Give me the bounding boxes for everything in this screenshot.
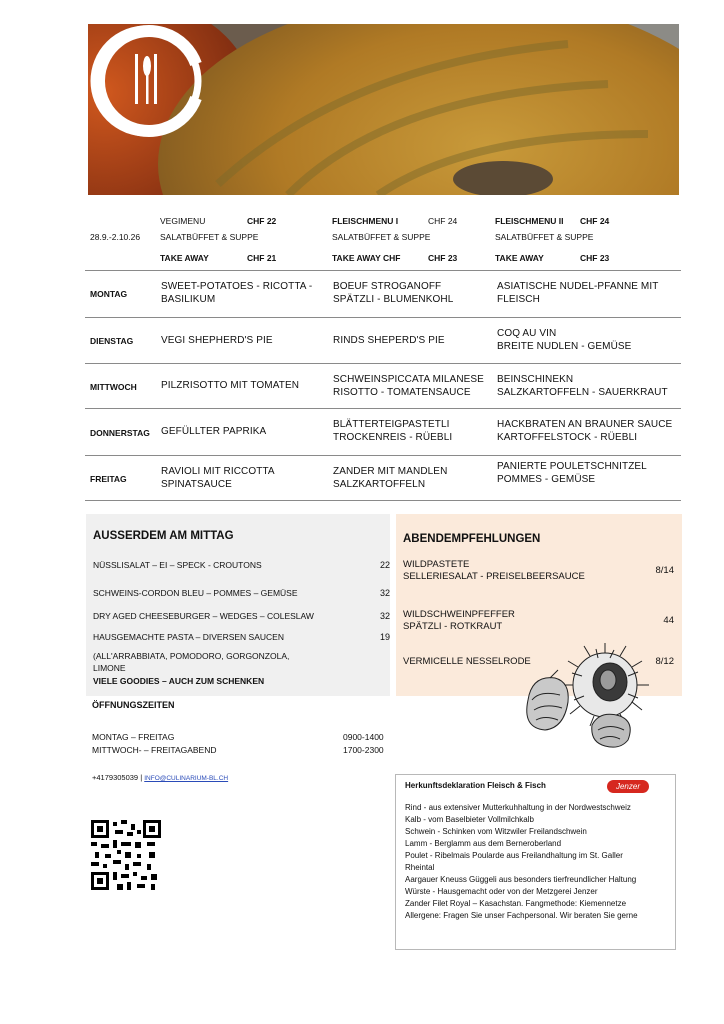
extra-item: DRY AGED CHEESEBURGER – WEDGES – COLESLAW 32 [93, 611, 390, 621]
origin-line: Allergene: Fragen Sie unser Fachpersonal. Wir beraten Sie gerne [405, 911, 638, 920]
hours-days: MONTAG – FREITAG [92, 732, 175, 742]
menu-col-price: CHF 22 [247, 216, 277, 226]
divider [85, 270, 681, 271]
evening-price: 8/12 [655, 656, 674, 667]
menu-col-sub: SALATBÜFFET & SUPPE [495, 232, 594, 242]
origin-line: Rheintal [405, 863, 435, 872]
extra-goodies: VIELE GOODIES – AUCH ZUM SCHENKEN [93, 676, 265, 686]
header-image [88, 24, 679, 195]
dish-fleisch2: ASIATISCHE NUDEL-PFANNE MIT FLEISCH [497, 281, 659, 305]
chestnut-icon [592, 714, 630, 747]
pumpkin-photo [88, 24, 679, 195]
qr-code[interactable] [91, 820, 161, 890]
evening-item: WILDSCHWEINPFEFFER SPÄTZLI - ROTKRAUT [403, 609, 515, 632]
date-range: 28.9.-2.10.26 [90, 232, 141, 242]
jenzer-logo: Jenzer [607, 780, 649, 793]
dish-fleisch1: SCHWEINSPICCATA MILANESE RISOTTO - TOMATENSAUCE [333, 374, 484, 398]
menu-col-name: FLEISCHMENU I [332, 216, 399, 226]
menu-col-price: CHF 24 [580, 216, 610, 226]
menu-col-takeaway: TAKE AWAY [160, 253, 209, 263]
evening-title: ABENDEMPFEHLUNGEN [403, 533, 541, 545]
separator: | [140, 773, 143, 782]
evening-price: 8/14 [655, 565, 674, 576]
day-label: DONNERSTAG [90, 428, 150, 438]
hours-time: 0900-1400 [343, 732, 384, 742]
menu-col-takeaway: TAKE AWAY CHF [332, 253, 401, 263]
divider [85, 500, 681, 501]
extra-sauces: (ALL'ARRABBIATA, POMODORO, GORGONZOLA, LIMONE [93, 651, 290, 673]
dish-vegi: RAVIOLI MIT RICCOTTA SPINATSAUCE [161, 466, 275, 490]
origin-line: Poulet - Ribelmais Poularde aus Freilandhaltung im St. Galler [405, 851, 623, 860]
dish-vegi: PILZRISOTTO MIT TOMATEN [161, 380, 300, 391]
dish-fleisch1: ZANDER MIT MANDLEN SALZKARTOFFELN [333, 466, 448, 490]
chestnut-burr-icon [562, 643, 649, 726]
phone-number: +4179305039 [92, 773, 139, 782]
dish-vegi: VEGI SHEPHERD'S PIE [161, 335, 273, 346]
dish-fleisch1: BLÄTTERTEIGPASTETLI TROCKENREIS - RÜEBLI [333, 419, 453, 443]
extra-item: HAUSGEMACHTE PASTA – DIVERSEN SAUCEN 19 [93, 632, 390, 642]
menu-col-takeaway: TAKE AWAY [495, 253, 544, 263]
chestnut-icon [527, 670, 568, 730]
dish-vegi: GEFÜLLTER PAPRIKA [161, 426, 267, 437]
day-label: DIENSTAG [90, 336, 134, 346]
evening-price: 44 [663, 615, 674, 626]
origin-title: Herkunftsdeklaration Fleisch & Fisch [405, 781, 546, 790]
divider [85, 408, 681, 409]
menu-col-takeaway-price: CHF 23 [580, 253, 610, 263]
email-link[interactable]: INFO@CULINARIUM-BL.CH [144, 775, 229, 782]
origin-line: Rind - aus extensiver Mutterkuhhaltung in der Nordwestschweiz [405, 803, 631, 812]
divider [85, 455, 681, 456]
extra-item: SCHWEINS-CORDON BLEU – POMMES – GEMÜSE 32 [93, 588, 390, 598]
menu-col-name: FLEISCHMENU II [495, 216, 564, 226]
divider [85, 363, 681, 364]
origin-line: Kalb - vom Baselbieter Vollmilchkalb [405, 815, 534, 824]
extra-lunch-box [86, 514, 390, 696]
dish-fleisch2: COQ AU VIN BREITE NUDLEN - GEMÜSE [497, 328, 632, 352]
evening-item: VERMICELLE NESSELRODE [403, 656, 531, 667]
menu-col-sub: SALATBÜFFET & SUPPE [332, 232, 431, 242]
origin-line: Zander Filet Royal – Kasachstan. Fangmethode: Kiemennetze [405, 899, 627, 908]
extra-title: AUSSERDEM AM MITTAG [93, 530, 234, 542]
day-label: FREITAG [90, 474, 127, 484]
hours-time: 1700-2300 [343, 745, 384, 755]
origin-line: Schwein - Schinken vom Witzwiler Freilandschwein [405, 827, 587, 836]
origin-line: Lamm - Berglamm aus dem Berneroberland [405, 839, 562, 848]
menu-col-takeaway-price: CHF 21 [247, 253, 277, 263]
dish-fleisch2: HACKBRATEN AN BRAUNER SAUCE KARTOFFELSTOCK - RÜEBLI [497, 419, 673, 443]
contact-line [92, 773, 228, 782]
day-label: MONTAG [90, 289, 128, 299]
extra-item: NÜSSLISALAT – EI – SPECK - CROUTONS 22 [93, 560, 390, 570]
menu-col-name: VEGIMENU [160, 216, 206, 226]
menu-col-price: CHF 24 [428, 216, 458, 226]
origin-declaration-box [395, 774, 676, 950]
dish-fleisch2: PANIERTE POULETSCHNITZEL POMMES - GEMÜSE [497, 461, 647, 485]
menu-col-takeaway-price: CHF 23 [428, 253, 458, 263]
dish-fleisch2: BEINSCHINEKN SALZKARTOFFELN - SAUERKRAUT [497, 374, 668, 398]
chestnut-illustration [510, 640, 660, 750]
hours-days: MITTWOCH- – FREITAGABEND [92, 745, 217, 755]
dish-fleisch1: BOEUF STROGANOFF SPÄTZLI - BLUMENKOHL [333, 281, 454, 305]
divider [85, 317, 681, 318]
dish-vegi: SWEET-POTATOES - RICOTTA - BASILIKUM [161, 281, 313, 305]
evening-item: WILDPASTETE SELLERIESALAT - PREISELBEERSAUCE [403, 559, 585, 582]
origin-line: Würste - Hausgemacht oder von der Metzgerei Jenzer [405, 887, 598, 896]
day-label: MITTWOCH [90, 382, 137, 392]
menu-col-sub: SALATBÜFFET & SUPPE [160, 232, 259, 242]
origin-line: Aargauer Kneuss Güggeli aus besonders tierfreundlicher Haltung [405, 875, 637, 884]
dish-fleisch1: RINDS SHEPERD'S PIE [333, 335, 445, 346]
hours-title: ÖFFNUNGSZEITEN [92, 700, 175, 710]
